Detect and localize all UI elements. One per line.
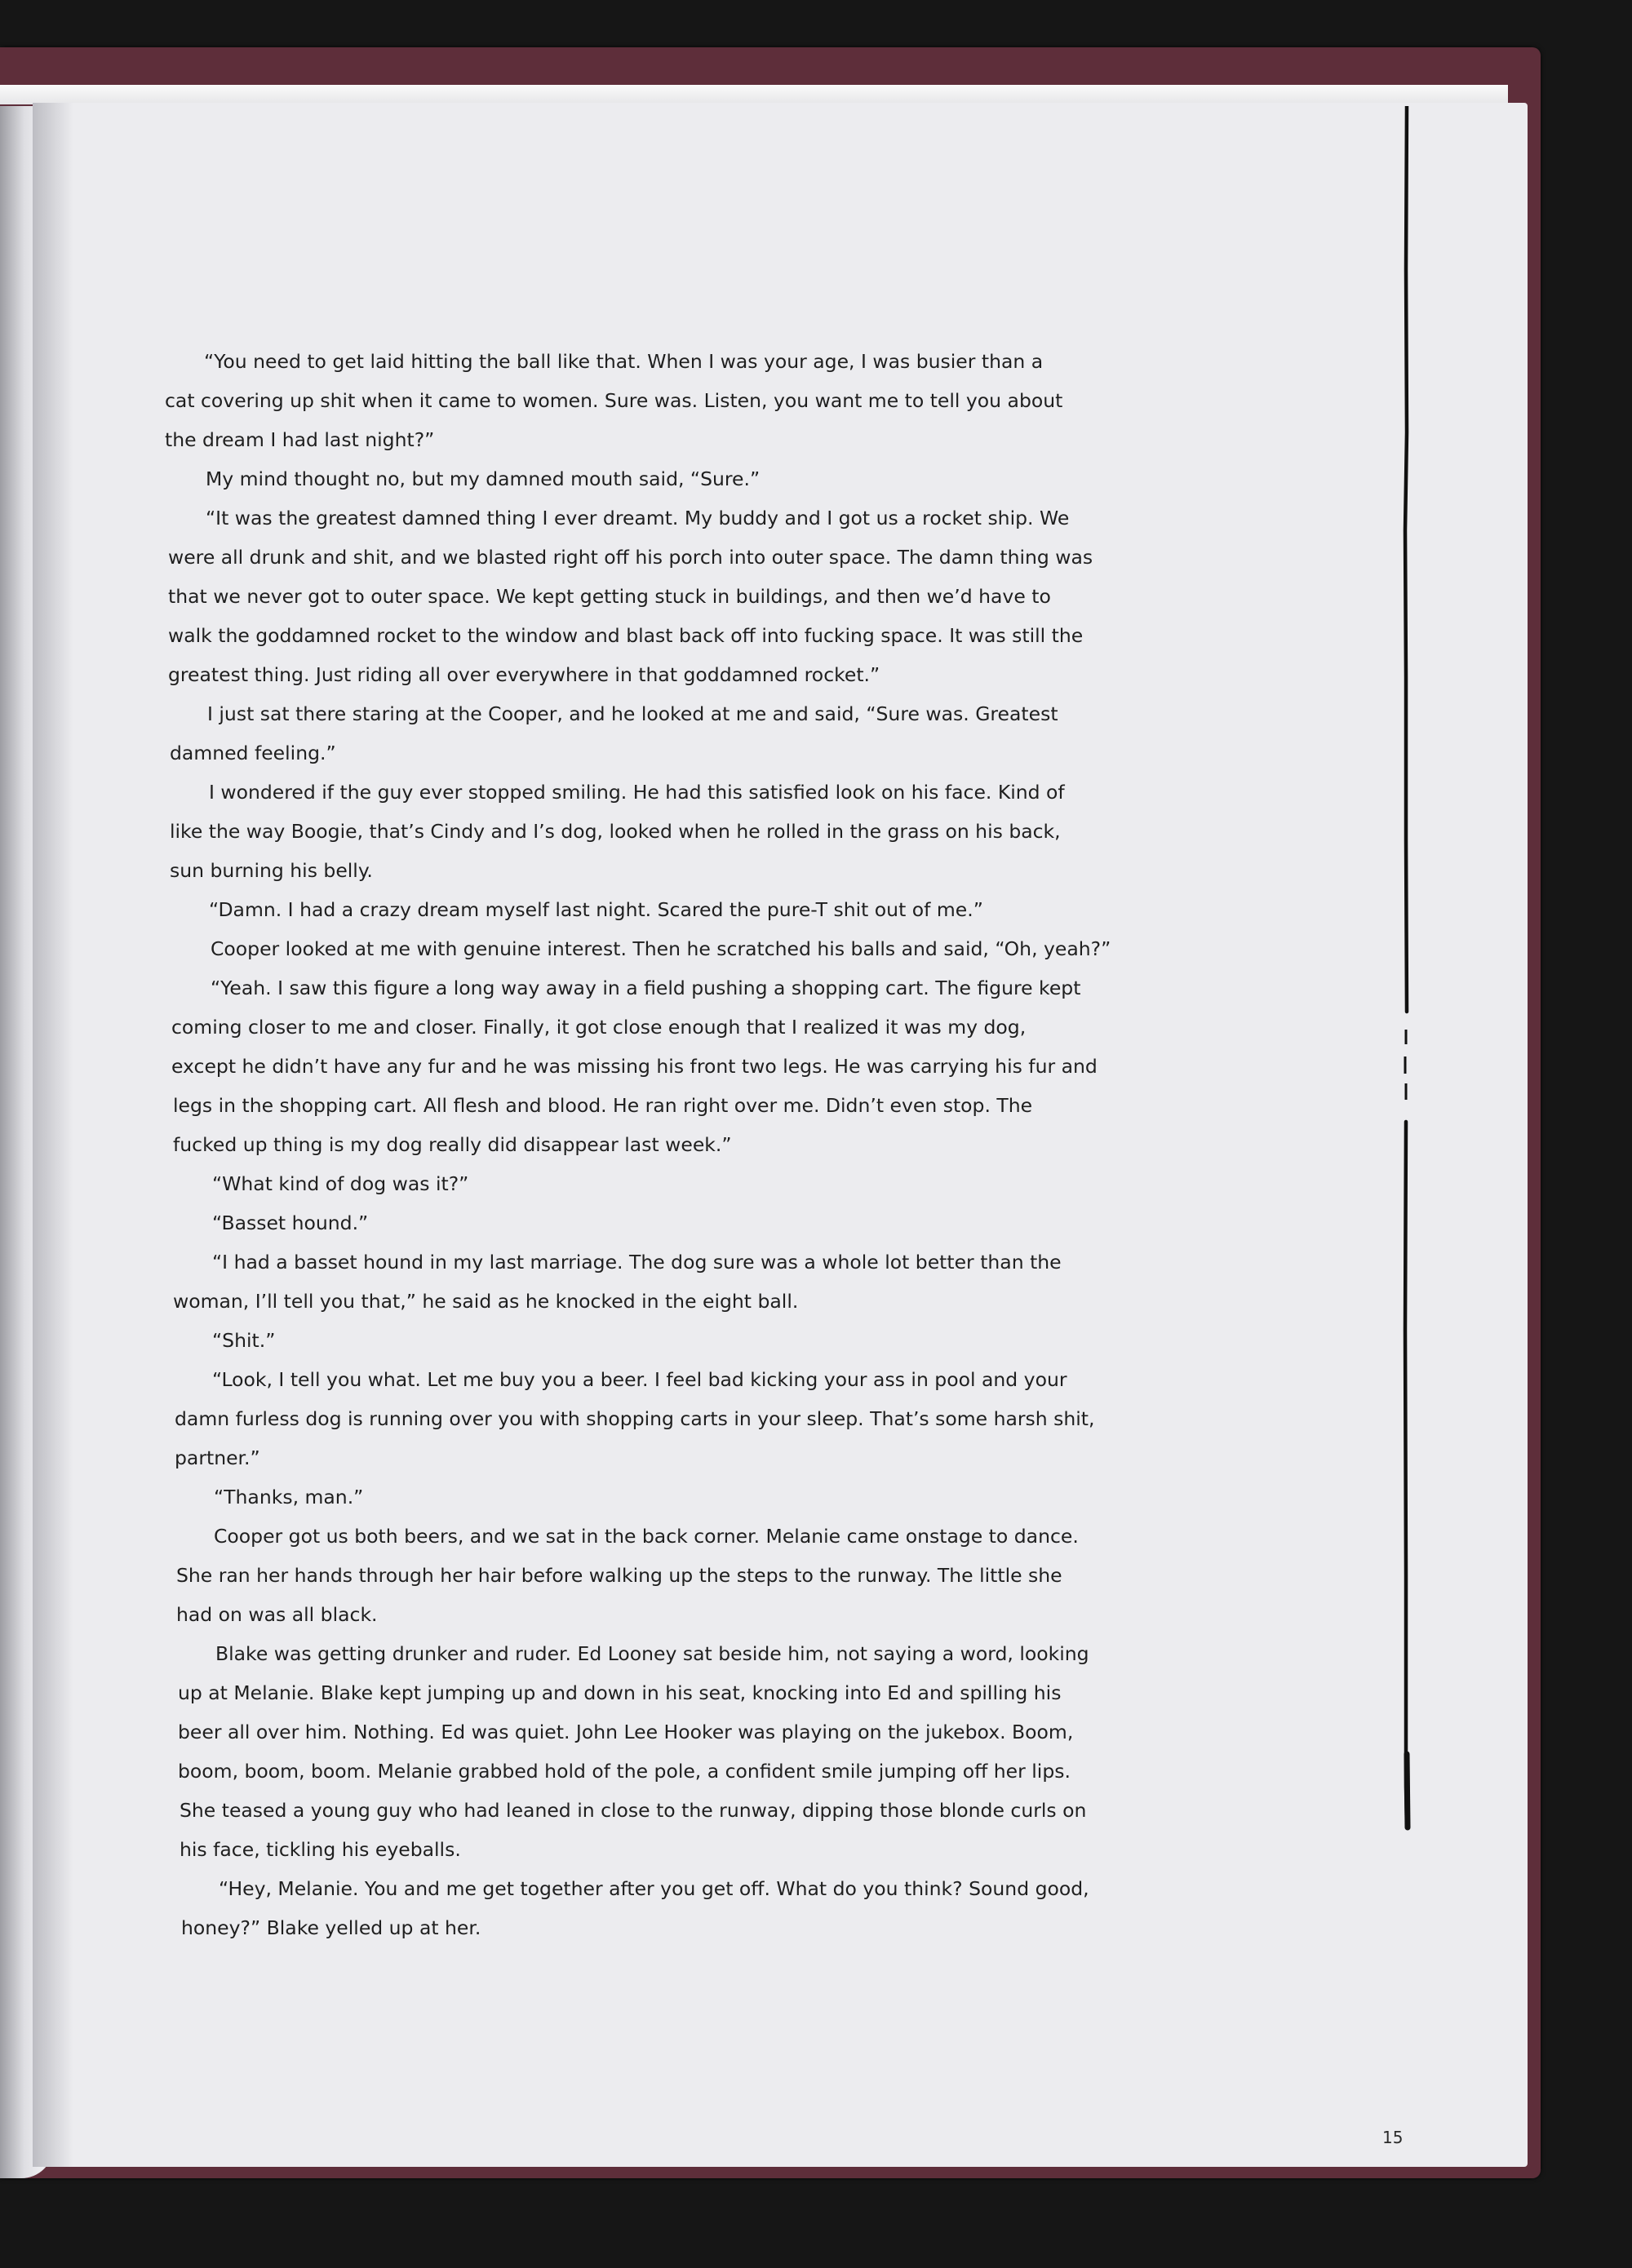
text-line: damn furless dog is running over you with shopping carts in your sleep. That’s some harsh shit, <box>175 1407 1095 1430</box>
text-line: I just sat there staring at the Cooper, and he looked at me and said, “Sure was. Greatest <box>207 702 1058 725</box>
text-line: “Thanks, man.” <box>214 1486 364 1508</box>
text-line: partner.” <box>175 1446 260 1469</box>
text-line: “Look, I tell you what. Let me buy you a beer. I feel bad kicking your ass in pool and your <box>212 1368 1067 1391</box>
text-line: sun burning his belly. <box>170 859 373 882</box>
text-line: beer all over him. Nothing. Ed was quiet. John Lee Hooker was playing on the jukebox. Boom, <box>178 1721 1074 1743</box>
text-line: Cooper got us both beers, and we sat in the back corner. Melanie came onstage to dance. <box>214 1525 1079 1548</box>
text-line: walk the goddamned rocket to the window and blast back off into fucking space. It was still the <box>168 624 1084 647</box>
text-line: had on was all black. <box>176 1603 378 1626</box>
text-line: “It was the greatest damned thing I ever dreamt. My buddy and I got us a rocket ship. We <box>206 507 1070 529</box>
text-line: that we never got to outer space. We kept getting stuck in buildings, and then we’d have to <box>168 585 1051 608</box>
text-line: She ran her hands through her hair before walking up the steps to the runway. The little she <box>176 1564 1062 1587</box>
text-line: Blake was getting drunker and ruder. Ed Looney sat beside him, not saying a word, looking <box>215 1642 1089 1665</box>
text-line: like the way Boogie, that’s Cindy and I’s dog, looked when he rolled in the grass on his back, <box>170 820 1061 843</box>
text-line: up at Melanie. Blake kept jumping up and down in his seat, knocking into Ed and spilling his <box>178 1681 1062 1704</box>
text-line: fucked up thing is my dog really did disappear last week.” <box>173 1133 732 1156</box>
text-line: cat covering up shit when it came to women. Sure was. Listen, you want me to tell you about <box>165 389 1063 412</box>
text-line: greatest thing. Just riding all over everywhere in that goddamned rocket.” <box>168 663 880 686</box>
text-line: Cooper looked at me with genuine interest. Then he scratched his balls and said, “Oh, yeah?” <box>211 937 1111 960</box>
text-line: woman, I’ll tell you that,” he said as he knocked in the eight ball. <box>173 1290 799 1313</box>
text-line: except he didn’t have any fur and he was missing his front two legs. He was carrying his fur and <box>171 1055 1098 1078</box>
text-line: “Yeah. I saw this figure a long way away in a field pushing a shopping cart. The figure kept <box>211 977 1081 999</box>
text-line: “Damn. I had a crazy dream myself last night. Scared the pure-T shit out of me.” <box>209 898 983 921</box>
text-line: honey?” Blake yelled up at her. <box>181 1916 481 1939</box>
text-line: were all drunk and shit, and we blasted right off his porch into outer space. The damn thing was <box>168 546 1093 569</box>
text-line: “What kind of dog was it?” <box>212 1172 469 1195</box>
text-line: I wondered if the guy ever stopped smiling. He had this satisfied look on his face. Kind of <box>209 781 1065 804</box>
text-line: his face, tickling his eyeballs. <box>180 1838 461 1861</box>
text-line: the dream I had last night?” <box>165 428 435 451</box>
text-line: “Basset hound.” <box>212 1212 369 1234</box>
text-line: “Shit.” <box>212 1329 276 1352</box>
text-line: coming closer to me and closer. Finally, it got close enough that I realized it was my dog, <box>171 1016 1027 1039</box>
text-line: She teased a young guy who had leaned in close to the runway, dipping those blonde curls on <box>180 1799 1087 1822</box>
text-line: “I had a basset hound in my last marriage. The dog sure was a whole lot better than the <box>212 1251 1062 1274</box>
text-line: “You need to get laid hitting the ball like that. When I was your age, I was busier than a <box>204 350 1044 373</box>
page-number: 15 <box>1382 2128 1404 2147</box>
text-line: “Hey, Melanie. You and me get together after you get off. What do you think? Sound good, <box>219 1877 1089 1900</box>
text-line: legs in the shopping cart. All flesh and blood. He ran right over me. Didn’t even stop. The <box>173 1094 1033 1117</box>
text-line: damned feeling.” <box>170 742 336 764</box>
text-line: boom, boom, boom. Melanie grabbed hold of the pole, a confident smile jumping off her lips. <box>178 1760 1071 1783</box>
text-line: My mind thought no, but my damned mouth said, “Sure.” <box>206 467 761 490</box>
